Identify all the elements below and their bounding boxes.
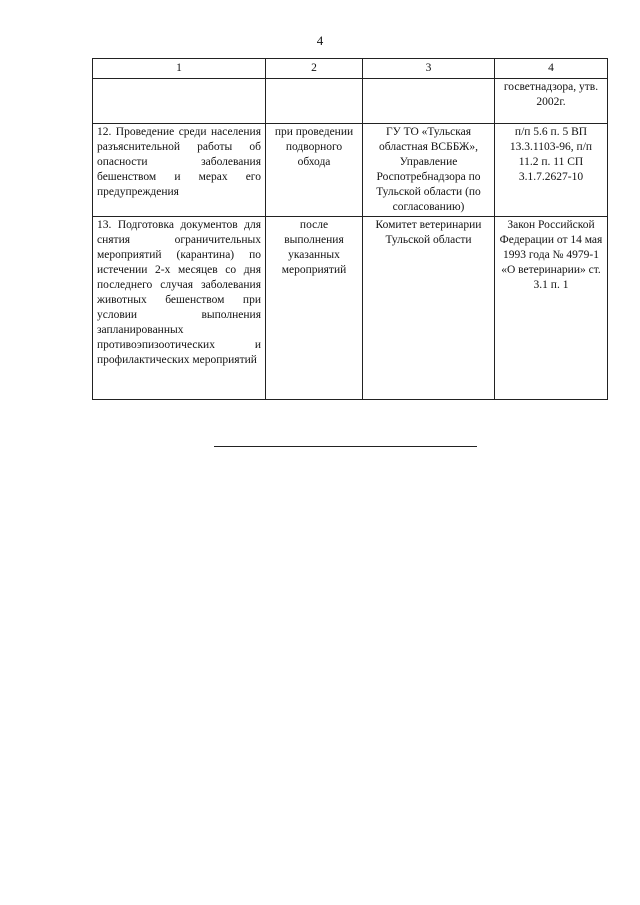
column-header-3: 3 xyxy=(363,59,495,79)
table-cell-responsible xyxy=(363,79,495,124)
table-cell-timing: при проведении подворного обхода xyxy=(266,124,363,217)
closing-divider xyxy=(214,446,477,447)
table-row xyxy=(93,217,608,400)
table-cell-measure: 12. Проведение среди населения разъяснительной работы об опасности заболевания бешенством и мерах его предупреждения xyxy=(93,124,266,217)
measures-table xyxy=(92,58,608,400)
table-cell-timing xyxy=(266,79,363,124)
table-cell-basis: п/п 5.6 п. 5 ВП 13.3.1103-96, п/п 11.2 п. 11 СП 3.1.7.2627-10 xyxy=(495,124,608,217)
table-row xyxy=(93,79,608,124)
table-cell-responsible: ГУ ТО «Тульская областная ВСББЖ», Управление Роспотребнадзора по Тульской области (по согласованию) xyxy=(363,124,495,217)
table-cell-responsible: Комитет ветеринарии Тульской области xyxy=(363,217,495,400)
column-header-1: 1 xyxy=(93,59,266,79)
table-header-row xyxy=(93,59,608,79)
column-header-2: 2 xyxy=(266,59,363,79)
table-cell-basis: Закон Российской Федерации от 14 мая 1993 года № 4979-1 «О ветеринарии» ст. 3.1 п. 1 xyxy=(495,217,608,400)
column-header-4: 4 xyxy=(495,59,608,79)
table-row xyxy=(93,124,608,217)
table-cell-measure xyxy=(93,79,266,124)
table-cell-timing: после выполнения указанных мероприятий xyxy=(266,217,363,400)
table-cell-measure: 13. Подготовка документов для снятия ограничительных мероприятий (карантина) по истечении 2-х месяцев со дня последнего случая заболевания животных бешенством при условии выполнения запланированных противоэпизоотических и профилактических мероприятий xyxy=(93,217,266,400)
table-cell-basis: госветнадзора, утв. 2002г. xyxy=(495,79,608,124)
page-number: 4 xyxy=(316,33,324,48)
